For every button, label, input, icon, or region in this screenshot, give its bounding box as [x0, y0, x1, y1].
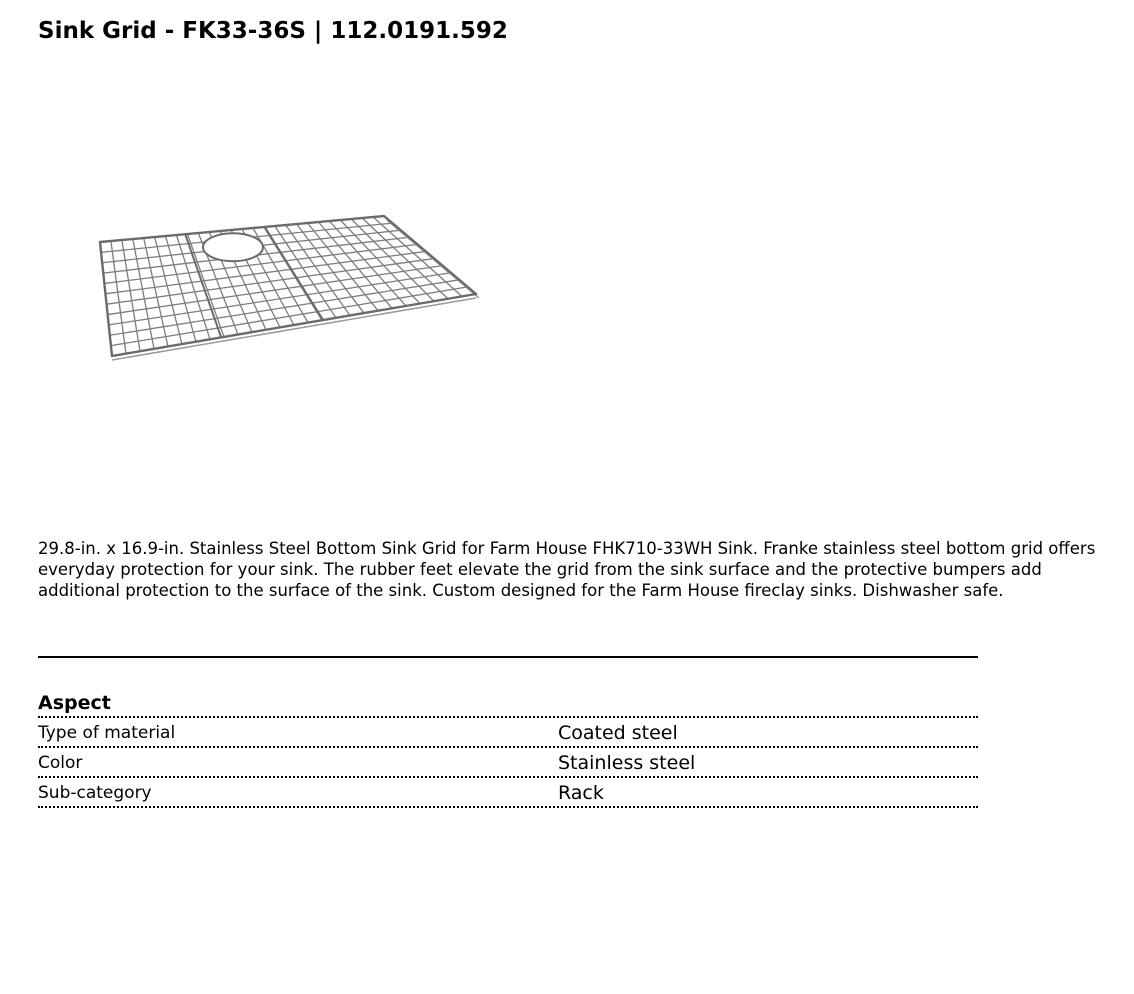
spec-row-subcategory	[38, 778, 978, 808]
spec-row-material	[38, 718, 978, 748]
aspect-table	[38, 690, 978, 808]
spec-label: Color	[38, 753, 83, 773]
sink-grid-image	[94, 206, 484, 362]
product-description: 29.8-in. x 16.9-in. Stainless Steel Bottom Sink Grid for Farm House FHK710-33WH Sink. Franke stainless steel bottom grid offers everyday protection for your sink. The rubber feet elevate the grid from the sink surface and the protective bumpers add additional protection to the surface of the sink. Custom designed for the Farm House fireclay sinks. Dishwasher safe.	[38, 539, 1096, 600]
spec-value: Stainless steel	[558, 752, 696, 774]
spec-label: Sub-category	[38, 783, 152, 803]
aspect-heading: Aspect	[38, 690, 978, 718]
spec-value: Rack	[558, 782, 604, 804]
product-image	[94, 206, 484, 362]
spec-row-color	[38, 748, 978, 778]
spec-label: Type of material	[38, 723, 176, 743]
spec-value: Coated steel	[558, 722, 678, 744]
section-divider	[38, 656, 978, 658]
page-title: Sink Grid - FK33-36S | 112.0191.592	[38, 18, 508, 44]
